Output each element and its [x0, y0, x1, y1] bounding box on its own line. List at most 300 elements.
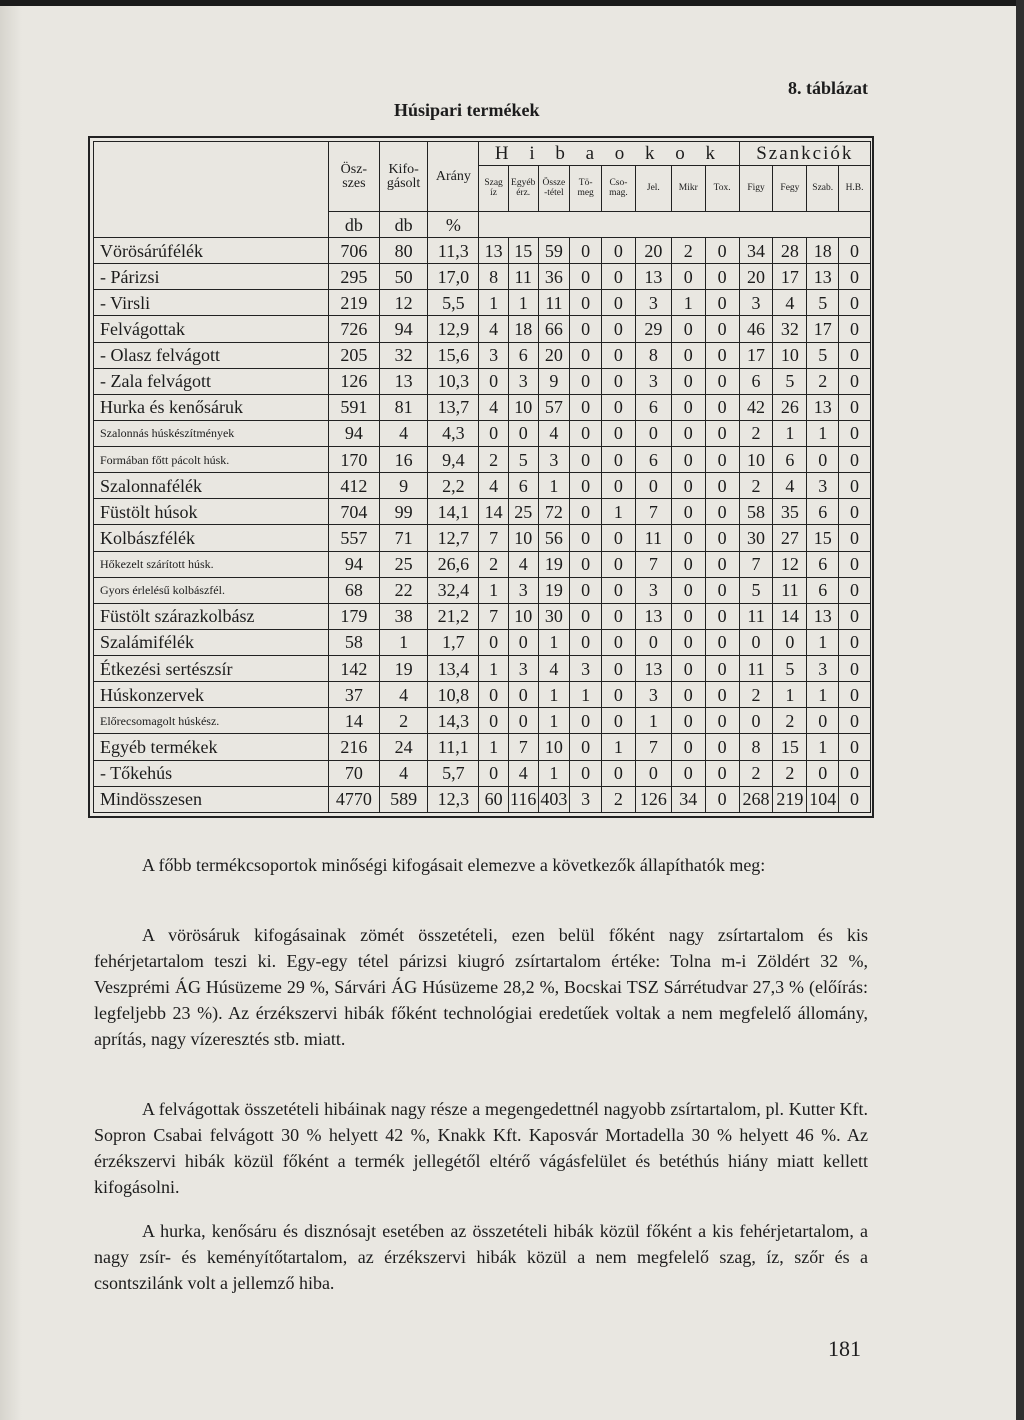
- table-cell: 0: [508, 682, 538, 708]
- table-cell: 0: [839, 316, 871, 342]
- table-cell: 30: [538, 603, 570, 629]
- table-cell: 0: [839, 473, 871, 499]
- table-cell: 0: [602, 368, 636, 394]
- table-cell: 28: [773, 238, 807, 264]
- table-row: [94, 499, 871, 525]
- table-cell: 219: [328, 290, 379, 316]
- table-row: [94, 708, 871, 734]
- table-cell: 7: [479, 525, 509, 551]
- table-cell: 0: [602, 656, 636, 682]
- table-cell: 0: [570, 473, 602, 499]
- table-cell: 3: [538, 447, 570, 473]
- table-cell: 1: [807, 420, 839, 446]
- table-cell: 12,9: [428, 316, 479, 342]
- table-cell: 66: [538, 316, 570, 342]
- table-cell: 216: [328, 734, 379, 760]
- table-cell: 0: [705, 394, 739, 420]
- header-arany: Arány: [428, 142, 479, 212]
- table-cell: 591: [328, 394, 379, 420]
- table-cell: 0: [671, 342, 705, 368]
- table-cell: 4770: [328, 786, 379, 812]
- table-cell: 11: [739, 656, 773, 682]
- table-cell: 0: [839, 290, 871, 316]
- table-cell: 32,4: [428, 577, 479, 603]
- table-cell: 557: [328, 525, 379, 551]
- table-cell: 0: [602, 316, 636, 342]
- table-cell: 6: [508, 342, 538, 368]
- header-hiba-col: Egyéb érz.: [508, 166, 538, 212]
- table-cell: 0: [671, 447, 705, 473]
- table-cell: 1: [508, 290, 538, 316]
- table-cell: 0: [602, 473, 636, 499]
- table-cell: 13: [807, 264, 839, 290]
- table-cell: 0: [671, 264, 705, 290]
- table-cell: 0: [671, 656, 705, 682]
- table-cell: 0: [705, 786, 739, 812]
- table-cell: 4: [379, 760, 428, 786]
- table-cell: 12: [773, 551, 807, 577]
- table-cell: 0: [671, 629, 705, 655]
- table-cell: 25: [508, 499, 538, 525]
- header-hiba-col: Tö- meg: [570, 166, 602, 212]
- table-cell: 13: [479, 238, 509, 264]
- table-cell: 0: [479, 708, 509, 734]
- table-cell: 0: [839, 447, 871, 473]
- table-cell: 2: [739, 682, 773, 708]
- table-cell: 4: [479, 394, 509, 420]
- table-row: [94, 290, 871, 316]
- table-cell: 0: [570, 551, 602, 577]
- table-cell: 42: [739, 394, 773, 420]
- table-cell: 94: [328, 420, 379, 446]
- table-cell: 3: [807, 656, 839, 682]
- table-cell: 0: [570, 290, 602, 316]
- table-cell: 1: [602, 499, 636, 525]
- table-row: [94, 656, 871, 682]
- row-name: Füstölt szárazkolbász: [94, 603, 329, 629]
- table-cell: 4: [773, 290, 807, 316]
- table-cell: 0: [570, 603, 602, 629]
- table-cell: 0: [570, 420, 602, 446]
- table-cell: 219: [773, 786, 807, 812]
- table-cell: 5: [773, 656, 807, 682]
- table-cell: 99: [379, 499, 428, 525]
- table-row: [94, 577, 871, 603]
- table-cell: 0: [479, 629, 509, 655]
- table-cell: 12,3: [428, 786, 479, 812]
- header-hibaokok: H i b a o k o k: [479, 142, 739, 166]
- row-name: Szalonnafélék: [94, 473, 329, 499]
- table-cell: 9,4: [428, 447, 479, 473]
- table-row: [94, 760, 871, 786]
- table-cell: 20: [538, 342, 570, 368]
- table-cell: 6: [807, 551, 839, 577]
- table-row: [94, 786, 871, 812]
- data-table: [93, 141, 871, 813]
- table-cell: 0: [839, 368, 871, 394]
- table-cell: 0: [705, 577, 739, 603]
- table-cell: 14,3: [428, 708, 479, 734]
- table-cell: 0: [839, 238, 871, 264]
- unit-percent: %: [428, 212, 479, 238]
- table-cell: 0: [570, 238, 602, 264]
- table-cell: 81: [379, 394, 428, 420]
- table-cell: 0: [705, 499, 739, 525]
- table-cell: 0: [807, 447, 839, 473]
- table-cell: 0: [602, 342, 636, 368]
- table-cell: 29: [635, 316, 671, 342]
- table-cell: 27: [773, 525, 807, 551]
- row-name: - Virsli: [94, 290, 329, 316]
- table-cell: 26: [773, 394, 807, 420]
- table-cell: 34: [671, 786, 705, 812]
- table-cell: 17: [807, 316, 839, 342]
- table-cell: 0: [570, 264, 602, 290]
- table-cell: 1: [807, 629, 839, 655]
- table-title: Húsipari termékek: [394, 100, 540, 120]
- table-cell: 0: [570, 629, 602, 655]
- table-cell: 1: [538, 473, 570, 499]
- table-cell: 3: [508, 656, 538, 682]
- table-cell: 0: [671, 551, 705, 577]
- table-cell: 11: [773, 577, 807, 603]
- table-cell: 1: [671, 290, 705, 316]
- header-osszes: Ösz- szes: [328, 142, 379, 212]
- table-cell: 1: [807, 734, 839, 760]
- table-cell: 142: [328, 656, 379, 682]
- table-cell: 0: [570, 708, 602, 734]
- table-cell: 268: [739, 786, 773, 812]
- table-cell: 0: [705, 342, 739, 368]
- table-cell: 11: [538, 290, 570, 316]
- table-cell: 0: [807, 708, 839, 734]
- table-cell: 0: [479, 368, 509, 394]
- table-cell: 14: [328, 708, 379, 734]
- table-cell: 0: [839, 708, 871, 734]
- table-cell: 17: [773, 264, 807, 290]
- table-cell: 13,7: [428, 394, 479, 420]
- table-cell: 2: [479, 551, 509, 577]
- row-name: Étkezési sertészsír: [94, 656, 329, 682]
- paragraph-4: [94, 1218, 868, 1296]
- table-cell: 2: [739, 473, 773, 499]
- row-name: Vörösárúfélék: [94, 238, 329, 264]
- table-cell: 13: [379, 368, 428, 394]
- table-cell: 68: [328, 577, 379, 603]
- table-cell: 6: [807, 577, 839, 603]
- table-cell: 0: [839, 682, 871, 708]
- table-cell: 16: [379, 447, 428, 473]
- table-cell: 0: [635, 760, 671, 786]
- table-row: [94, 629, 871, 655]
- table-cell: 0: [570, 316, 602, 342]
- table-cell: 6: [739, 368, 773, 394]
- table-row: [94, 264, 871, 290]
- table-cell: 1: [635, 708, 671, 734]
- table-cell: 3: [635, 290, 671, 316]
- table-cell: 94: [379, 316, 428, 342]
- header-szankcio-col: Tox.: [705, 166, 739, 212]
- table-cell: 94: [328, 551, 379, 577]
- table-cell: 0: [773, 629, 807, 655]
- table-cell: 15,6: [428, 342, 479, 368]
- table-cell: 24: [379, 734, 428, 760]
- table-cell: 5: [807, 342, 839, 368]
- table-cell: 18: [807, 238, 839, 264]
- table-cell: 0: [839, 603, 871, 629]
- table-cell: 116: [508, 786, 538, 812]
- table-cell: 4: [538, 420, 570, 446]
- table-cell: 3: [479, 342, 509, 368]
- unit-empty: [479, 212, 871, 238]
- table-cell: 1: [570, 682, 602, 708]
- table-cell: 0: [705, 682, 739, 708]
- table-cell: 17,0: [428, 264, 479, 290]
- table-cell: 4: [379, 682, 428, 708]
- row-name: - Párizsi: [94, 264, 329, 290]
- data-table-frame: [88, 136, 874, 818]
- table-cell: 5,7: [428, 760, 479, 786]
- table-cell: 0: [602, 682, 636, 708]
- table-row: [94, 603, 871, 629]
- table-row: [94, 238, 871, 264]
- paragraph-2: [94, 922, 868, 1052]
- table-cell: 37: [328, 682, 379, 708]
- table-cell: 0: [570, 342, 602, 368]
- table-cell: 1: [479, 656, 509, 682]
- table-cell: 11,3: [428, 238, 479, 264]
- table-cell: 0: [839, 629, 871, 655]
- table-cell: 38: [379, 603, 428, 629]
- table-cell: 1: [379, 629, 428, 655]
- table-cell: 1: [538, 682, 570, 708]
- table-cell: 0: [602, 708, 636, 734]
- table-cell: 0: [570, 499, 602, 525]
- table-cell: 4: [479, 473, 509, 499]
- table-cell: 0: [479, 682, 509, 708]
- table-cell: 4: [508, 760, 538, 786]
- table-cell: 30: [739, 525, 773, 551]
- table-cell: 0: [508, 708, 538, 734]
- table-cell: 0: [839, 656, 871, 682]
- table-cell: 7: [635, 499, 671, 525]
- table-cell: 10,8: [428, 682, 479, 708]
- table-cell: 1,7: [428, 629, 479, 655]
- table-cell: 0: [705, 603, 739, 629]
- table-cell: 0: [602, 394, 636, 420]
- row-name: Füstölt húsok: [94, 499, 329, 525]
- table-cell: 0: [570, 447, 602, 473]
- table-cell: 0: [839, 420, 871, 446]
- table-cell: 15: [807, 525, 839, 551]
- table-cell: 706: [328, 238, 379, 264]
- table-cell: 0: [479, 420, 509, 446]
- table-cell: 0: [839, 786, 871, 812]
- table-cell: 0: [602, 760, 636, 786]
- header-szankcio-col: Szab.: [807, 166, 839, 212]
- table-cell: 4: [508, 551, 538, 577]
- table-cell: 0: [705, 290, 739, 316]
- table-cell: 0: [671, 760, 705, 786]
- table-cell: 0: [839, 394, 871, 420]
- table-cell: 19: [538, 551, 570, 577]
- table-cell: 5: [508, 447, 538, 473]
- table-cell: 0: [671, 368, 705, 394]
- page-number: 181: [828, 1336, 861, 1361]
- table-cell: 0: [705, 238, 739, 264]
- table-cell: 15: [773, 734, 807, 760]
- header-szankciok: Szankciók: [739, 142, 870, 166]
- table-cell: 72: [538, 499, 570, 525]
- scan-right-edge: [1016, 0, 1024, 1420]
- table-row: [94, 342, 871, 368]
- table-cell: 8: [635, 342, 671, 368]
- table-number: 8. táblázat: [788, 78, 868, 98]
- table-cell: 59: [538, 238, 570, 264]
- table-cell: 10: [508, 525, 538, 551]
- paragraph-text: A főbb termékcsoportok minőségi kifogásait elemezve a következők állapíthatók meg:: [142, 855, 766, 875]
- table-cell: 0: [602, 603, 636, 629]
- table-cell: 2: [739, 420, 773, 446]
- table-cell: 0: [807, 760, 839, 786]
- table-cell: 0: [602, 551, 636, 577]
- table-cell: 0: [705, 629, 739, 655]
- table-cell: 35: [773, 499, 807, 525]
- table-cell: 10: [508, 394, 538, 420]
- table-cell: 3: [807, 473, 839, 499]
- table-cell: 0: [839, 264, 871, 290]
- unit-db-osszes: db: [328, 212, 379, 238]
- table-cell: 11: [508, 264, 538, 290]
- table-cell: 80: [379, 238, 428, 264]
- table-cell: 0: [705, 473, 739, 499]
- table-cell: 13: [635, 656, 671, 682]
- table-cell: 71: [379, 525, 428, 551]
- table-cell: 70: [328, 760, 379, 786]
- table-cell: 0: [635, 473, 671, 499]
- table-cell: 2: [739, 760, 773, 786]
- table-cell: 46: [739, 316, 773, 342]
- table-cell: 0: [671, 603, 705, 629]
- table-cell: 20: [635, 238, 671, 264]
- table-cell: 0: [671, 708, 705, 734]
- table-cell: 0: [570, 368, 602, 394]
- header-szankcio-col: Fegy: [773, 166, 807, 212]
- table-cell: 36: [538, 264, 570, 290]
- page-gutter-shadow: [0, 6, 22, 1420]
- table-cell: 3: [739, 290, 773, 316]
- table-cell: 4,3: [428, 420, 479, 446]
- table-cell: 10: [538, 734, 570, 760]
- table-cell: 13: [635, 264, 671, 290]
- table-cell: 0: [705, 734, 739, 760]
- table-cell: 0: [479, 760, 509, 786]
- header-szankcio-col: Figy: [739, 166, 773, 212]
- table-cell: 3: [635, 368, 671, 394]
- table-cell: 2,2: [428, 473, 479, 499]
- row-name: Formában főtt pácolt húsk.: [94, 447, 329, 473]
- table-cell: 13: [807, 394, 839, 420]
- table-cell: 0: [839, 342, 871, 368]
- header-hiba-col: Össze -tétel: [538, 166, 570, 212]
- table-cell: 726: [328, 316, 379, 342]
- table-cell: 10,3: [428, 368, 479, 394]
- table-cell: 0: [570, 577, 602, 603]
- table-cell: 22: [379, 577, 428, 603]
- table-cell: 14: [773, 603, 807, 629]
- table-cell: 4: [479, 316, 509, 342]
- paragraph-text: A hurka, kenősáru és disznósajt esetében az összetételi hibák közül főként a kis fehérjetartalom, a nagy zsír- és keményítőtartalom, az érzékszervi hibák közül a nem megfelelő szag, íz, szőr és a csontszilánk volt a jellemző hiba.: [94, 1221, 868, 1293]
- table-cell: 10: [739, 447, 773, 473]
- table-cell: 0: [671, 316, 705, 342]
- table-cell: 60: [479, 786, 509, 812]
- table-cell: 8: [479, 264, 509, 290]
- table-cell: 25: [379, 551, 428, 577]
- table-row: [94, 734, 871, 760]
- table-cell: 3: [508, 368, 538, 394]
- table-cell: 0: [705, 447, 739, 473]
- table-cell: 6: [635, 394, 671, 420]
- table-cell: 5: [739, 577, 773, 603]
- table-cell: 2: [379, 708, 428, 734]
- table-cell: 0: [602, 420, 636, 446]
- table-cell: 9: [538, 368, 570, 394]
- table-cell: 104: [807, 786, 839, 812]
- table-cell: 0: [602, 264, 636, 290]
- table-cell: 7: [635, 551, 671, 577]
- table-cell: 3: [570, 786, 602, 812]
- row-name: Előrecsomagolt húskész.: [94, 708, 329, 734]
- table-cell: 10: [773, 342, 807, 368]
- table-cell: 295: [328, 264, 379, 290]
- table-cell: 0: [570, 734, 602, 760]
- table-cell: 2: [807, 368, 839, 394]
- table-cell: 0: [671, 734, 705, 760]
- table-cell: 4: [538, 656, 570, 682]
- table-cell: 0: [671, 682, 705, 708]
- table-cell: 6: [807, 499, 839, 525]
- table-cell: 1: [773, 420, 807, 446]
- row-name: Egyéb termékek: [94, 734, 329, 760]
- table-cell: 6: [773, 447, 807, 473]
- table-row: [94, 473, 871, 499]
- table-cell: 0: [671, 577, 705, 603]
- table-cell: 5,5: [428, 290, 479, 316]
- table-cell: 179: [328, 603, 379, 629]
- table-cell: 126: [635, 786, 671, 812]
- table-cell: 2: [773, 760, 807, 786]
- table-cell: 50: [379, 264, 428, 290]
- table-cell: 19: [379, 656, 428, 682]
- table-cell: 57: [538, 394, 570, 420]
- table-cell: 2: [479, 447, 509, 473]
- table-cell: 0: [635, 420, 671, 446]
- header-hiba-col: Cso- mag.: [602, 166, 636, 212]
- table-cell: 5: [807, 290, 839, 316]
- table-cell: 0: [570, 525, 602, 551]
- row-name: Hurka és kenősáruk: [94, 394, 329, 420]
- table-cell: 0: [839, 551, 871, 577]
- table-cell: 56: [538, 525, 570, 551]
- paragraph-text: A vörösáruk kifogásainak zömét összetételi, ezen belül főként nagy zsírtartalom és kis fehérjetartalom teszi ki. Egy-egy tétel párizsi kiugró zsírtartalom értéke: Tolna m-i Zöldért 32 %, Veszprémi ÁG Húsüzeme 29 %, Sárvári ÁG Húsüzeme 28,2 %, Bocskai TSZ Sárrétudvar 27,3 % (előírás: legfeljebb 23 %). Az érzékszervi hibák főként technológiai eredetűek voltak a nem megfelelő állomány, aprítás, nagy vízeresztés stb. miatt.: [94, 925, 868, 1049]
- table-cell: 0: [705, 708, 739, 734]
- table-cell: 704: [328, 499, 379, 525]
- table-cell: 1: [479, 577, 509, 603]
- table-cell: 0: [635, 629, 671, 655]
- table-cell: 0: [705, 551, 739, 577]
- table-cell: 3: [635, 682, 671, 708]
- table-cell: 0: [739, 708, 773, 734]
